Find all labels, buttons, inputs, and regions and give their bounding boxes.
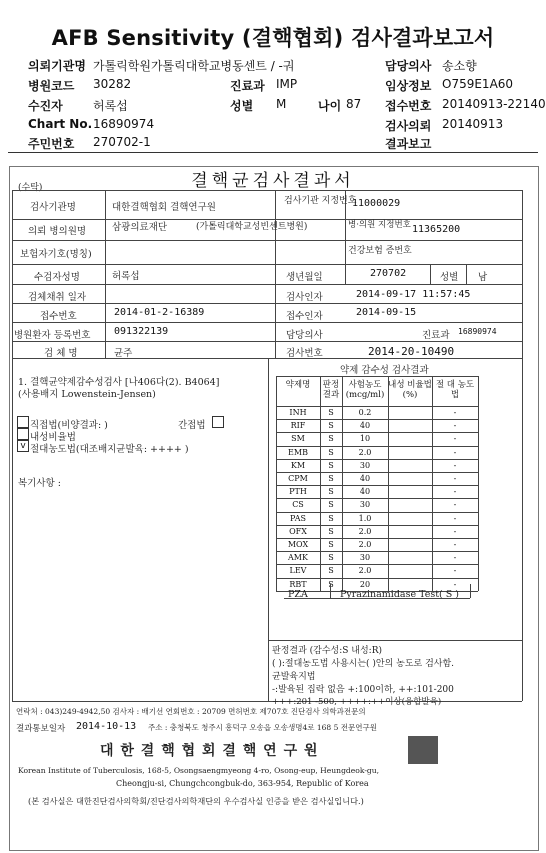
test-date-label: 검사인자 — [286, 292, 323, 303]
page-title: AFB Sensitivity (결핵협회) 검사결과보고서 — [51, 26, 495, 50]
header-label: 성별 — [230, 99, 254, 113]
insured-label: 보험자기호(명칭) — [20, 249, 92, 260]
test-date-value: 2014-09-17 11:57:45 — [356, 289, 471, 300]
grid-line — [276, 564, 478, 565]
drug-concentration: 40 — [359, 421, 371, 431]
grid-line — [276, 472, 478, 473]
drug-name: CS — [292, 500, 304, 510]
grid-line — [276, 459, 478, 460]
form-tag: (수탁) — [18, 183, 43, 193]
test-no-value: 2014-20-10490 — [368, 345, 455, 358]
header-label: 진료과 — [230, 79, 265, 93]
drug-result: S — [328, 474, 334, 483]
drug-result: S — [328, 579, 334, 589]
req-inst-value: 삼광의료재단 — [112, 222, 168, 233]
grid-line — [284, 598, 470, 599]
dob-value: 270702 — [370, 268, 407, 279]
grid-line — [12, 284, 522, 285]
drug-name: RIF — [290, 421, 306, 431]
drug-absolute: - — [453, 553, 457, 563]
dept-label: 진료과 — [422, 330, 450, 341]
drug-absolute: - — [453, 421, 457, 431]
drug-name: CPM — [288, 474, 308, 483]
ratio-method-checkbox[interactable] — [17, 428, 29, 440]
direct-method-checkbox[interactable] — [17, 416, 29, 428]
grid-line — [276, 498, 478, 499]
header-label: Chart No. — [28, 117, 93, 131]
sex-value: 남 — [478, 272, 488, 283]
grid-line — [105, 190, 106, 358]
grid-line — [275, 190, 276, 358]
grid-line — [276, 446, 478, 447]
drug-concentration: 20 — [359, 579, 371, 589]
collect-label: 검체채취 일자 — [28, 292, 87, 303]
table-header: 약제명 — [285, 380, 311, 390]
drug-concentration: 30 — [359, 553, 371, 563]
drug-result: S — [328, 566, 334, 576]
header-value: 송소향 — [442, 59, 477, 73]
dob-label: 생년월일 — [286, 272, 323, 283]
org-name: 대 한 결 핵 협 회 결 핵 연 구 원 — [100, 743, 319, 759]
drug-table-title: 약제 감수성 검사결과 — [340, 365, 429, 376]
absolute-method-checkbox[interactable]: v — [17, 440, 29, 452]
drug-concentration: 0.2 — [358, 408, 372, 417]
contact-line: 연락처 : 043)249-4942,50 검사자 : 배기선 연회번호 : 20709 면허번호 제707호 진단검사 의학과전문의 — [16, 707, 366, 716]
drug-concentration: 2.0 — [358, 526, 372, 536]
grid-line — [276, 578, 478, 579]
drug-name: RBT — [289, 579, 307, 589]
header-value: 87 — [346, 97, 362, 111]
req-inst-value2: (가톨릭대학교성빈센트병원) — [196, 222, 308, 232]
table-header: 내성 비율법(%) — [388, 380, 432, 400]
drug-result: S — [328, 540, 334, 549]
drug-name: EMB — [288, 447, 308, 457]
method-line2: (사용배지 Lowenstein-Jensen) — [18, 389, 156, 400]
header-label: 의뢰기관명 — [28, 59, 86, 73]
grid-line — [330, 584, 331, 598]
header-label: 결과보고 — [385, 137, 432, 151]
drug-result: S — [328, 487, 334, 497]
ratio-method-label: 내성비율법 — [30, 432, 76, 443]
address-line: 주소 : 충청북도 청주시 흥덕구 오송읍 오송생명4로 168 5 전문연구원 — [148, 723, 377, 732]
drug-concentration: 30 — [359, 460, 371, 470]
drug-result: S — [328, 421, 334, 431]
agency-no-value: 11000029 — [352, 198, 401, 209]
drug-concentration: 10 — [359, 434, 371, 444]
drug-absolute: - — [453, 434, 457, 444]
report-title: 결핵균검사결과서 — [191, 171, 355, 191]
grid-line — [388, 376, 389, 591]
reg-no-value: 091322139 — [114, 326, 169, 337]
doctor-label: 담당의사 — [286, 330, 323, 341]
table-header: 절 대 농도법 — [435, 380, 475, 400]
header-label: 담당의사 — [385, 59, 432, 73]
grid-line — [268, 358, 269, 701]
drug-absolute: - — [453, 579, 457, 589]
grid-line — [466, 264, 467, 284]
legend-line2: ( ):절대농도법 사용시는( )안의 농도로 검사함. — [272, 659, 455, 669]
header-label: 수진자 — [28, 99, 63, 113]
grid-line — [276, 485, 478, 486]
grid-line — [12, 190, 522, 191]
grid-line — [276, 432, 478, 433]
drug-absolute: - — [453, 500, 457, 510]
header-value: IMP — [276, 77, 298, 91]
direct-method-label: 직접법(비양결과: ) — [30, 420, 108, 431]
table-header: 판정결과 — [322, 380, 340, 400]
receipt-date-label: 접수인자 — [286, 311, 323, 322]
specimen-value: 균주 — [114, 348, 133, 359]
issue-label: 결과통보일자 — [16, 724, 66, 734]
grid-line — [12, 190, 13, 701]
req-inst-no-value: 11365200 — [412, 224, 461, 235]
grid-line — [12, 240, 522, 241]
grid-line — [12, 701, 522, 702]
english-address-2: Cheongju-si, Chungchcongbuk-do, 363-954, Republic of Korea — [116, 779, 369, 788]
drug-absolute: - — [453, 513, 457, 523]
drug-result: S — [328, 500, 334, 510]
header-label: 접수번호 — [385, 99, 432, 113]
header-value: 20140913-22140 — [442, 97, 546, 111]
grid-line — [12, 303, 522, 304]
issue-date: 2014-10-13 — [76, 721, 137, 732]
drug-absolute: - — [453, 474, 457, 483]
req-inst-no-label: 병·의원 지정번호 — [348, 220, 411, 230]
drug-name: LEV — [289, 566, 307, 576]
drug-absolute: - — [453, 540, 457, 549]
drug-concentration: 40 — [359, 487, 371, 497]
grid-line — [470, 584, 471, 598]
drug-result: S — [328, 460, 334, 470]
official-seal — [408, 736, 438, 764]
drug-result: S — [328, 553, 334, 563]
drug-absolute: - — [453, 526, 457, 536]
drug-concentration: 30 — [359, 500, 371, 510]
drug-absolute: - — [453, 408, 457, 417]
drug-result: S — [328, 434, 334, 444]
drug-name: INH — [289, 408, 307, 417]
agency-label: 검사기관명 — [30, 202, 76, 213]
drug-result: S — [328, 526, 334, 536]
header-label: 임상정보 — [385, 79, 432, 93]
header-label: 병원코드 — [28, 79, 75, 93]
header-value: 30282 — [93, 77, 132, 91]
remark-label: 복기사항 : — [18, 478, 61, 489]
indirect-method-checkbox[interactable] — [212, 416, 224, 428]
req-inst-label: 의뢰 병의원명 — [28, 226, 87, 237]
grid-line — [276, 512, 478, 513]
indirect-method-label: 간접법 — [178, 420, 206, 431]
method-line1: 1. 결핵균약제감수성검사 [나406다(2). B4064] — [18, 377, 220, 388]
grid-line — [12, 358, 522, 359]
sex-label: 성별 — [440, 272, 459, 283]
certification-note: (본 검사실은 대한진단검사의학회/진단검사의학재단의 우수검사실 인증을 받은 검사실입니다.) — [28, 796, 364, 806]
header-value: 허록섭 — [93, 99, 128, 113]
receipt-no-label: 접수번호 — [40, 311, 77, 322]
pza-value: Pyrazinamidase Test( S ) — [340, 589, 459, 600]
pza-label: PZA — [288, 589, 308, 600]
drug-name: KM — [290, 460, 306, 470]
reg-no-label: 병원환자 등록번호 — [14, 330, 91, 341]
grid-line — [276, 538, 478, 539]
agency-no-label: 검사기관 지정번호 — [284, 196, 357, 206]
drug-result: S — [328, 513, 334, 523]
receipt-date-value: 2014-09-15 — [356, 307, 417, 318]
header-value: O759E1A60 — [442, 77, 514, 91]
drug-name: OFX — [289, 526, 307, 536]
drug-absolute: - — [453, 447, 457, 457]
grid-line — [12, 341, 522, 342]
header-value: M — [276, 97, 287, 111]
header-value: 270702-1 — [93, 135, 151, 149]
drug-result: S — [328, 408, 334, 417]
drug-concentration: 2.0 — [358, 566, 372, 576]
header-value: 가톨릭학원가톨릭대학교병동센트 / -궈 — [93, 59, 295, 73]
english-address-1: Korean Institute of Tuberculosis, 168-5, Osongsaengmyeong 4-ro, Osong-eup, Heungdeok-gu, — [18, 766, 380, 775]
receipt-no-value: 2014-01-2-16389 — [114, 307, 205, 318]
drug-absolute: - — [453, 460, 457, 470]
grid-line — [276, 551, 478, 552]
drug-name: AMK — [288, 553, 308, 563]
drug-concentration: 2.0 — [358, 447, 372, 457]
drug-concentration: 1.0 — [358, 513, 372, 523]
specimen-label: 검 체 명 — [44, 348, 78, 359]
header-value: 20140913 — [442, 117, 504, 131]
header-divider — [8, 152, 538, 153]
grid-line — [276, 419, 478, 420]
grid-line — [430, 264, 431, 284]
drug-absolute: - — [453, 487, 457, 497]
dept-value: 16890974 — [458, 327, 497, 336]
grid-line — [276, 406, 478, 407]
grid-line — [12, 264, 522, 265]
patient-label: 수검자성명 — [34, 272, 80, 283]
grid-line — [268, 640, 522, 641]
legend-line1: 판정결과 (감수성:S 내성:R) — [272, 646, 382, 656]
header-label: 주민번호 — [28, 137, 75, 151]
table-header: 사험농도 (mcg/ml) — [345, 380, 385, 400]
insured-no-label: 건강보험 증번호 — [348, 246, 412, 256]
agency-value: 대한결핵협회 결핵연구원 — [112, 202, 216, 213]
drug-absolute: - — [453, 566, 457, 576]
absolute-method-label: 절대농도법(대조배지균발육: ++++ ) — [30, 444, 189, 455]
drug-result: S — [328, 447, 334, 457]
drug-concentration: 2.0 — [358, 540, 372, 549]
legend-line5: +++:201 -500, ++++:++이상(융합발육) — [272, 697, 442, 707]
legend-line3: 균발육지법 — [272, 672, 316, 682]
grid-line — [276, 525, 478, 526]
grid-line — [522, 190, 523, 701]
header-label: 나이 — [318, 99, 342, 113]
grid-line — [276, 376, 478, 377]
drug-name: PAS — [290, 513, 306, 523]
patient-value: 허록섭 — [112, 271, 140, 282]
drug-name: PTH — [289, 487, 307, 497]
drug-concentration: 40 — [359, 474, 371, 483]
legend-line4: -:발육된 집락 없음 +:100이하, ++:101-200 — [272, 685, 454, 695]
header-label: 검사의뢰 — [385, 119, 432, 133]
drug-name: SM — [291, 434, 305, 444]
test-no-label: 검사번호 — [286, 348, 323, 359]
header-value: 16890974 — [93, 117, 155, 131]
drug-name: MOX — [287, 540, 309, 549]
grid-line — [12, 322, 522, 323]
grid-line — [478, 376, 479, 591]
